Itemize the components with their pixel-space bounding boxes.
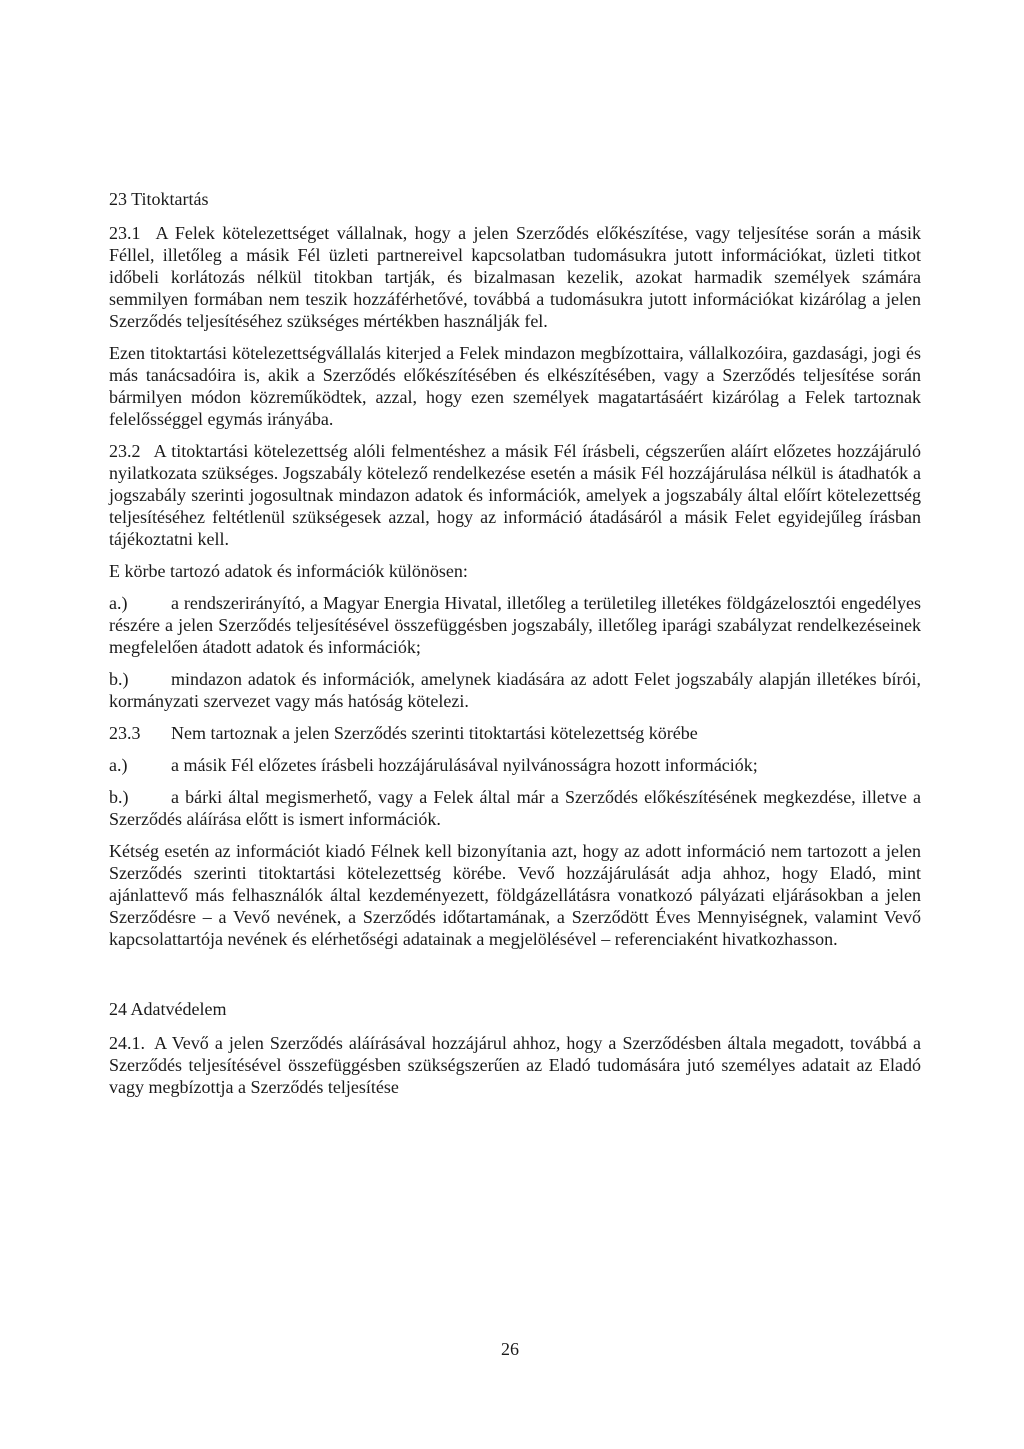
list-item-label: a.) xyxy=(109,755,128,775)
list-item-text: a rendszerirányító, a Magyar Energia Hivatal, illetőleg a területileg illetékes földgázelosztói engedélyes részére a jelen Szerződés teljesítésével összefüggésben jogszabály, illetőleg iparági szabályzat rendelkezéseinek megfelelően átadott adatok és információk; xyxy=(109,593,921,657)
paragraph-number: 24.1. xyxy=(109,1033,145,1053)
paragraph-24-1 xyxy=(109,1032,921,1098)
list-item-text: a bárki által megismerhető, vagy a Felek által már a Szerződés előkészítésének megkezdése, illetve a Szerződés aláírása előtt is ismert információk. xyxy=(109,787,921,829)
list-item-label: b.) xyxy=(109,787,129,807)
paragraph-text: A titoktartási kötelezettség alóli felmentéshez a másik Fél írásbeli, cégszerűen aláírt előzetes hozzájáruló nyilatkozata szükséges. Jogszabály kötelező rendelkezése esetén a másik Fél hozzájárulása nélkül is átadhatók a jogszabály szerinti jogosultnak mindazon adatok és információk, amelyek a jogszabály által előírt kötelezettség teljesítéséhez feltétlenül szükségesek azzal, hogy az információ átadásáról a másik Felet egyidejűleg írásban tájékoztatni kell. xyxy=(109,441,921,549)
list-item-label: b.) xyxy=(109,669,129,689)
paragraph-text: A Vevő a jelen Szerződés aláírásával hozzájárul ahhoz, hogy a Szerződésben általa megadott, továbbá a Szerződés teljesítésével összefüggésben szükségszerűen az Eladó tudomására jutó személyes adatait az Eladó vagy megbízottja a Szerződés teljesítése xyxy=(109,1033,922,1097)
list-item-label: a.) xyxy=(109,593,128,613)
document-page xyxy=(109,188,921,1108)
list-item xyxy=(109,786,921,830)
section-23-heading: 23 Titoktartás xyxy=(109,189,209,209)
section-24-heading: 24 Adatvédelem xyxy=(109,999,227,1019)
list-item-text: mindazon adatok és információk, amelynek kiadására az adott Felet jogszabály alapján illetékes bírói, kormányzati szervezet vagy más hatóság kötelezi. xyxy=(109,669,921,711)
list-item xyxy=(109,592,921,658)
paragraph-number: 23.2 xyxy=(109,441,141,461)
list-item xyxy=(109,754,921,776)
paragraph-list-intro: E körbe tartozó adatok és információk különösen: xyxy=(109,561,468,581)
paragraph-text: Nem tartoznak a jelen Szerződés szerinti titoktartási kötelezettség körébe xyxy=(171,723,698,743)
paragraph-number: 23.3 xyxy=(109,723,141,743)
paragraph-23-3-continued: Kétség esetén az információt kiadó Félnek kell bizonyítania azt, hogy az adott információ nem tartozott a jelen Szerződés szerinti titoktartási kötelezettség körébe. Vevő hozzájárulását adja ahhoz, hogy Eladó, mint ajánlattevő más felhasználók által kezdeményezett, földgázellátásra vonatkozó pályázati eljárásokban a jelen Szerződésre – a Vevő nevének, a Szerződés időtartamának, a Szerződött Éves Mennyiségnek, valamint Vevő kapcsolattartója nevének és elérhetőségi adatainak a megjelölésével – referenciaként hivatkozhasson. xyxy=(109,841,921,949)
paragraph-number: 23.1 xyxy=(109,223,141,243)
paragraph-23-1 xyxy=(109,222,921,332)
paragraph-text: A Felek kötelezettséget vállalnak, hogy a jelen Szerződés előkészítése, vagy teljesítése során a másik Féllel, illetőleg a másik Fél üzleti partnereivel kapcsolatban tudomásukra jutott információkat, üzleti titkot időbeli korlátozás nélkül titokban tartják, és bizalmasan kezelik, azokat harmadik személyek számára semmilyen formában nem teszik hozzáférhetővé, továbbá a tudomásukra jutott információkat kizárólag a jelen Szerződés teljesítéséhez szükséges mértékben használják fel. xyxy=(109,223,921,331)
page-number: 26 xyxy=(501,1339,519,1359)
list-item xyxy=(109,668,921,712)
list-item-text: a másik Fél előzetes írásbeli hozzájárulásával nyilvánosságra hozott információk; xyxy=(171,755,758,775)
paragraph-23-2 xyxy=(109,440,921,550)
paragraph-23-3 xyxy=(109,722,921,744)
paragraph-23-1-continued: Ezen titoktartási kötelezettségvállalás kiterjed a Felek mindazon megbízottaira, vállalkozóira, gazdasági, jogi és más tanácsadóira is, akik a Szerződés előkészítésében és elkészítésében, vagy a Szerződés teljesítése során bármilyen módon közreműködtek, azzal, hogy ezen személyek magatartásáért kizárólag a Felek tartoznak felelősséggel egymás irányába. xyxy=(109,343,921,429)
